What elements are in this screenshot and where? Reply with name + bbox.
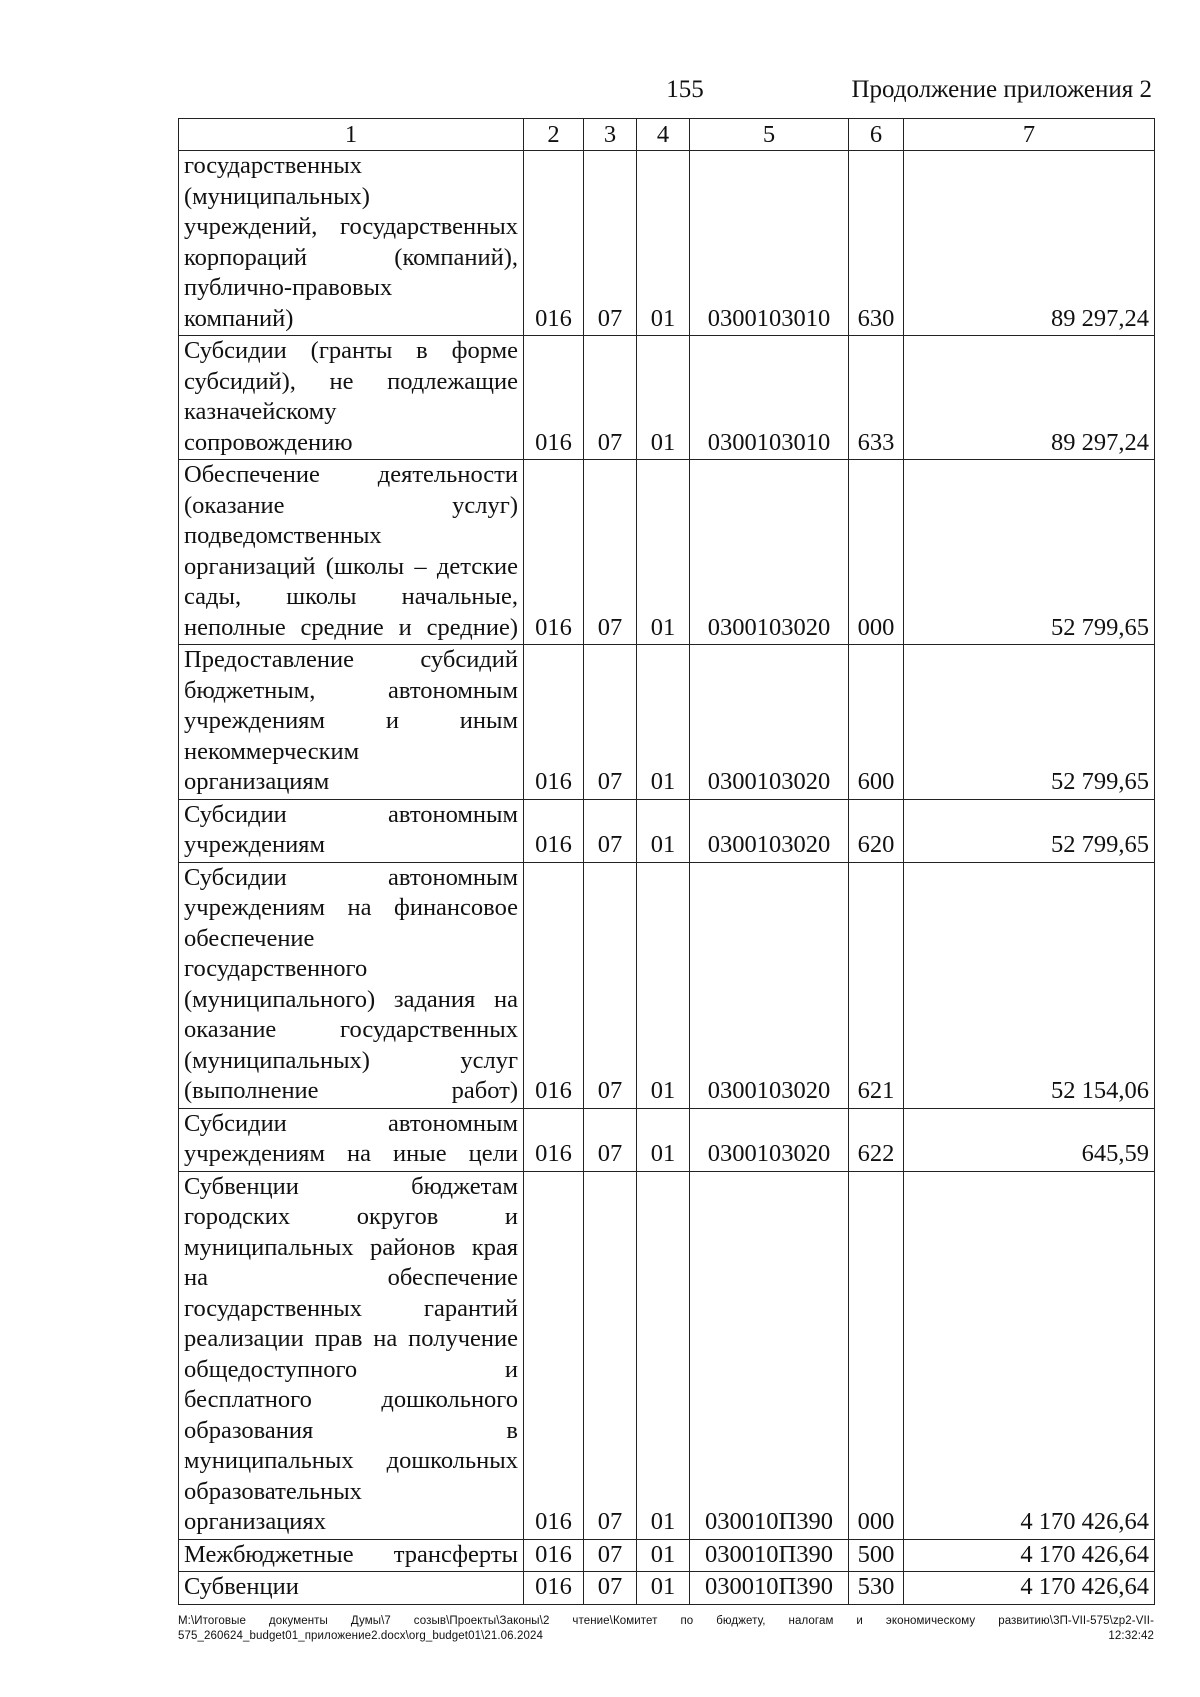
section-code: 07 (584, 151, 637, 336)
ministry-code: 016 (524, 151, 584, 336)
description-line: Межбюджетные трансферты (184, 1540, 518, 1568)
ministry-code: 016 (524, 799, 584, 862)
description-line: Субвенции (184, 1573, 299, 1600)
subsection-code: 01 (637, 862, 690, 1108)
description-line: общедоступного и (184, 1355, 518, 1383)
description-line: обеспечение (184, 924, 315, 952)
description-line: организаций (школы – детские (184, 552, 518, 580)
target-article-code: 030010П390 (690, 1572, 849, 1605)
target-article-code: 030010П390 (690, 1171, 849, 1539)
file-path-line: 575_260624_budget01_приложение2.docx\org_budget01\21.06.2024 12:32:42 (178, 1630, 1154, 1642)
section-code: 07 (584, 1108, 637, 1171)
target-article-code: 0300103010 (690, 336, 849, 460)
amount: 89 297,24 (904, 151, 1155, 336)
description-line: казначейскому (184, 398, 337, 425)
expense-type-code: 600 (849, 645, 904, 800)
target-article-code: 0300103010 (690, 151, 849, 336)
target-article-code: 0300103020 (690, 862, 849, 1108)
subsection-code: 01 (637, 645, 690, 800)
amount: 4 170 426,64 (904, 1539, 1155, 1572)
description-line: учреждениям на иные цели (184, 1140, 518, 1167)
amount: 4 170 426,64 (904, 1171, 1155, 1539)
row-description (179, 645, 524, 800)
row-description (179, 799, 524, 862)
description-line: реализации прав на получение (184, 1325, 518, 1352)
ministry-code: 016 (524, 336, 584, 460)
description-line: некоммерческим (184, 737, 360, 765)
target-article-code: 0300103020 (690, 460, 849, 645)
section-code: 07 (584, 1171, 637, 1539)
target-article-code: 0300103020 (690, 799, 849, 862)
description-line: учреждениям и иным (184, 707, 518, 734)
appendix-title: Продолжение приложения 2 (851, 76, 1152, 103)
description-line: муниципальных дошкольных (184, 1447, 518, 1474)
ministry-code: 016 (524, 862, 584, 1108)
section-code: 07 (584, 862, 637, 1108)
description-line: городских округов и (184, 1203, 518, 1230)
description-line: учреждениям на финансовое (184, 894, 518, 921)
row-description (179, 862, 524, 1108)
description-line: подведомственных (184, 522, 382, 549)
section-code: 07 (584, 799, 637, 862)
expense-type-code: 000 (849, 460, 904, 645)
column-header: 3 (584, 119, 637, 151)
amount: 89 297,24 (904, 336, 1155, 460)
description-line: учреждениям (184, 831, 325, 858)
amount: 52 154,06 (904, 862, 1155, 1108)
description-line: бюджетным, автономным (184, 676, 518, 704)
description-line: (выполнение работ) (184, 1077, 518, 1104)
file-path-line: M:\Итоговые документы Думы\7 созыв\Проекты\Законы\2 чтение\Комитет по бюджету, налогам и экономическому развитию\3П-VII-575\zp2-VII- (178, 1615, 1154, 1627)
expense-type-code: 622 (849, 1108, 904, 1171)
description-line: сады, школы начальные, (184, 583, 518, 610)
table-row (179, 862, 1155, 1108)
section-code: 07 (584, 645, 637, 800)
section-code: 07 (584, 460, 637, 645)
column-header: 5 (690, 119, 849, 151)
description-line: Субсидии автономным (184, 1109, 518, 1137)
column-header: 7 (904, 119, 1155, 151)
target-article-code: 0300103020 (690, 645, 849, 800)
description-line: Предоставление субсидий (184, 646, 518, 673)
description-line: оказание государственных (184, 1016, 518, 1043)
expense-type-code: 530 (849, 1572, 904, 1605)
amount: 52 799,65 (904, 645, 1155, 800)
section-code: 07 (584, 336, 637, 460)
target-article-code: 030010П390 (690, 1539, 849, 1572)
description-line: Субвенции бюджетам (184, 1172, 518, 1200)
row-description (179, 151, 524, 336)
description-line: Субсидии (гранты в форме (184, 337, 518, 364)
column-header: 6 (849, 119, 904, 151)
table-row (179, 1572, 1155, 1605)
row-description (179, 1108, 524, 1171)
description-line: компаний) (184, 304, 294, 332)
description-line: бесплатного дошкольного (184, 1386, 518, 1413)
page-number: 155 (666, 76, 704, 103)
description-line: образования в (184, 1416, 518, 1444)
budget-table (178, 118, 1155, 1605)
description-line: Субсидии автономным (184, 863, 518, 891)
description-line: (муниципальных) услуг (184, 1046, 518, 1074)
amount: 52 799,65 (904, 460, 1155, 645)
ministry-code: 016 (524, 460, 584, 645)
subsection-code: 01 (637, 799, 690, 862)
ministry-code: 016 (524, 1572, 584, 1605)
target-article-code: 0300103020 (690, 1108, 849, 1171)
description-line: публично-правовых (184, 274, 393, 301)
expense-type-code: 620 (849, 799, 904, 862)
table-row (179, 1108, 1155, 1171)
section-code: 07 (584, 1539, 637, 1572)
expense-type-code: 633 (849, 336, 904, 460)
description-line: государственных (184, 152, 362, 179)
table-row (179, 799, 1155, 862)
expense-type-code: 630 (849, 151, 904, 336)
subsection-code: 01 (637, 1108, 690, 1171)
amount: 4 170 426,64 (904, 1572, 1155, 1605)
row-description (179, 336, 524, 460)
row-description (179, 460, 524, 645)
amount: 645,59 (904, 1108, 1155, 1171)
description-line: Субсидии автономным (184, 800, 518, 828)
description-line: государственных гарантий (184, 1294, 518, 1322)
column-header: 1 (179, 119, 524, 151)
table-row (179, 1539, 1155, 1572)
column-header: 2 (524, 119, 584, 151)
row-description (179, 1539, 524, 1572)
subsection-code: 01 (637, 151, 690, 336)
description-line: неполные средние и средние) (184, 613, 518, 641)
description-line: корпораций (компаний), (184, 243, 518, 271)
table-row (179, 151, 1155, 336)
description-line: (оказание услуг) (184, 491, 518, 519)
description-line: сопровождению (184, 428, 353, 456)
description-line: субсидий), не подлежащие (184, 367, 518, 395)
description-line: муниципальных районов края (184, 1233, 518, 1261)
expense-type-code: 000 (849, 1171, 904, 1539)
column-header: 4 (637, 119, 690, 151)
ministry-code: 016 (524, 1539, 584, 1572)
ministry-code: 016 (524, 645, 584, 800)
subsection-code: 01 (637, 460, 690, 645)
description-line: образовательных (184, 1477, 362, 1505)
row-description (179, 1572, 524, 1605)
subsection-code: 01 (637, 336, 690, 460)
table-header-row (179, 119, 1155, 151)
section-code: 07 (584, 1572, 637, 1605)
expense-type-code: 500 (849, 1539, 904, 1572)
description-line: организациях (184, 1508, 326, 1535)
description-line: организациям (184, 768, 330, 795)
ministry-code: 016 (524, 1108, 584, 1171)
row-description (179, 1171, 524, 1539)
subsection-code: 01 (637, 1539, 690, 1572)
table-row (179, 1171, 1155, 1539)
file-path-footer (178, 1614, 1154, 1644)
subsection-code: 01 (637, 1572, 690, 1605)
table-row (179, 645, 1155, 800)
amount: 52 799,65 (904, 799, 1155, 862)
description-line: (муниципальных) (184, 182, 370, 210)
description-line: на обеспечение (184, 1264, 518, 1291)
table-row (179, 460, 1155, 645)
table-row (179, 336, 1155, 460)
subsection-code: 01 (637, 1171, 690, 1539)
description-line: (муниципального) задания на (184, 985, 518, 1013)
description-line: Обеспечение деятельности (184, 461, 518, 488)
description-line: учреждений, государственных (184, 213, 518, 240)
ministry-code: 016 (524, 1171, 584, 1539)
description-line: государственного (184, 955, 368, 982)
expense-type-code: 621 (849, 862, 904, 1108)
